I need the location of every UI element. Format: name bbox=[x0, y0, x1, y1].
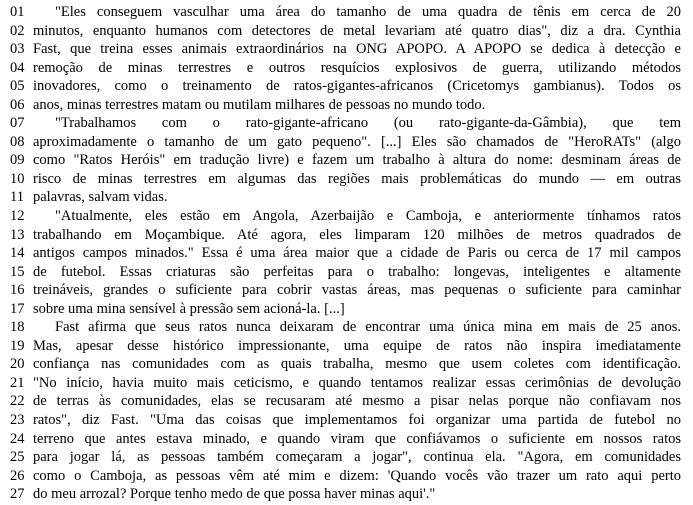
line-text: do meu arrozal? Porque tenho medo de que possa haver minas aqui'." bbox=[33, 486, 436, 503]
text-line bbox=[0, 40, 693, 59]
line-text: Fast afirma que seus ratos nunca deixaram de encontrar uma única mina em mais de 25 anos. bbox=[55, 319, 681, 336]
line-number: 10 bbox=[10, 170, 25, 187]
line-text: Mas, apesar desse histórico impressionante, uma equipe de ratos não inspira imediatamente bbox=[33, 337, 681, 354]
text-line bbox=[0, 467, 693, 486]
line-text: "Atualmente, eles estão em Angola, Azerbaijão e Camboja, e anteriormente tínhamos ratos bbox=[55, 208, 681, 225]
line-text: terreno que antes estava minado, e quando viram que confiávamos o suficiente em nossos ratos bbox=[33, 430, 681, 447]
text-line bbox=[0, 318, 693, 337]
text-line bbox=[0, 430, 693, 449]
line-number: 11 bbox=[10, 189, 24, 206]
text-line bbox=[0, 448, 693, 467]
line-number: 16 bbox=[10, 282, 25, 299]
line-number: 24 bbox=[10, 430, 25, 447]
line-number: 15 bbox=[10, 263, 25, 280]
line-number: 07 bbox=[10, 115, 25, 132]
line-text: confiança nas comunidades com as quais trabalha, mesmo que usem coletes com identificação. bbox=[33, 356, 681, 373]
line-text: remoção de minas terrestres e outros resquícios explosivos de guerra, utilizando métodos bbox=[33, 59, 681, 76]
text-line bbox=[0, 374, 693, 393]
line-text: como "Ratos Heróis" em tradução livre) e fazem um trabalho à altura do nome: desminam áreas de bbox=[33, 152, 681, 169]
line-number: 20 bbox=[10, 356, 25, 373]
text-line bbox=[0, 207, 693, 226]
line-text: sobre uma mina sensível à pressão sem acioná-la. [...] bbox=[33, 300, 345, 317]
line-text: "Eles conseguem vasculhar uma área do tamanho de uma quadra de tênis em cerca de 20 bbox=[55, 4, 681, 20]
text-line bbox=[0, 411, 693, 430]
line-text: de terras às comunidades, elas se recusaram até mesmo a pisar nelas porque não confiavam nos bbox=[33, 393, 681, 410]
line-number: 09 bbox=[10, 152, 25, 169]
line-number: 17 bbox=[10, 300, 25, 317]
line-text: risco de minas terrestres em algumas das regiões mais problemáticas do mundo — em outras bbox=[33, 170, 681, 187]
line-number: 23 bbox=[10, 412, 25, 429]
line-number: 14 bbox=[10, 245, 25, 262]
line-text: palavras, salvam vidas. bbox=[33, 189, 168, 206]
line-number: 04 bbox=[10, 59, 25, 76]
line-number: 26 bbox=[10, 467, 25, 484]
text-line bbox=[0, 300, 693, 319]
line-number: 08 bbox=[10, 133, 25, 150]
line-text: "Trabalhamos com o rato-gigante-africano (ou rato-gigante-da-Gâmbia), que tem bbox=[55, 115, 681, 132]
text-line bbox=[0, 3, 693, 22]
passage-lines bbox=[0, 3, 693, 504]
line-number: 01 bbox=[10, 4, 25, 20]
line-number: 02 bbox=[10, 22, 25, 39]
text-line bbox=[0, 22, 693, 41]
text-line bbox=[0, 263, 693, 282]
text-line bbox=[0, 59, 693, 78]
line-number: 06 bbox=[10, 96, 25, 113]
text-line bbox=[0, 485, 693, 504]
line-text: como o Camboja, as pessoas vêm até mim e dizem: 'Quando vocês vão trazer um rato aqui perto bbox=[33, 467, 681, 484]
line-number: 03 bbox=[10, 41, 25, 58]
text-line bbox=[0, 244, 693, 263]
text-line bbox=[0, 337, 693, 356]
text-line bbox=[0, 77, 693, 96]
line-text: antigos campos minados." Essa é uma área maior que a cidade de Paris ou cerca de 17 mil campos bbox=[33, 245, 681, 262]
line-text: minutos, enquanto humanos com detectores de metal levariam até quatro dias", diz a dra. Cynthia bbox=[33, 22, 681, 39]
text-line bbox=[0, 114, 693, 133]
line-text: para jogar lá, as pessoas também começaram a jogar", continua ela. "Agora, em comunidades bbox=[33, 449, 681, 466]
line-number: 22 bbox=[10, 393, 25, 410]
line-text: anos, minas terrestres matam ou mutilam milhares de pessoas no mundo todo. bbox=[33, 96, 486, 113]
line-text: "No início, havia muito mais ceticismo, e quando tentamos realizar essas cerimônias de devolução bbox=[33, 374, 681, 391]
line-number: 12 bbox=[10, 208, 25, 225]
text-line bbox=[0, 281, 693, 300]
line-text: aproximadamente o tamanho de um gato pequeno". [...] Eles são chamados de "HeroRATs" (algo bbox=[33, 133, 681, 150]
line-number: 05 bbox=[10, 78, 25, 95]
text-line bbox=[0, 151, 693, 170]
line-text: treináveis, grandes o suficiente para cobrir vastas áreas, mas pequenas o suficiente para caminhar bbox=[33, 282, 681, 299]
line-number: 21 bbox=[10, 374, 25, 391]
line-number: 18 bbox=[10, 319, 25, 336]
line-text: trabalhando em Moçambique. Até agora, eles limparam 120 milhões de metros quadrados de bbox=[33, 226, 681, 243]
text-line bbox=[0, 133, 693, 152]
line-number: 25 bbox=[10, 449, 25, 466]
line-number: 27 bbox=[10, 486, 25, 503]
line-number: 19 bbox=[10, 337, 25, 354]
line-number: 13 bbox=[10, 226, 25, 243]
text-line bbox=[0, 355, 693, 374]
text-line bbox=[0, 96, 693, 115]
text-line bbox=[0, 188, 693, 207]
text-line bbox=[0, 170, 693, 189]
text-line bbox=[0, 392, 693, 411]
line-text: inovadores, como o treinamento de ratos-gigantes-africanos (Cricetomys gambianus). Todos os bbox=[33, 78, 681, 95]
text-line bbox=[0, 226, 693, 245]
line-text: Fast, que treina esses animais extraordinários na ONG APOPO. A APOPO se dedica à detecção e bbox=[33, 41, 681, 58]
line-text: de futebol. Essas criaturas são perfeitas para o trabalho: longevas, inteligentes e altamente bbox=[33, 263, 681, 280]
line-text: ratos", diz Fast. "Uma das coisas que implementamos foi organizar uma partida de futebol no bbox=[33, 412, 681, 429]
